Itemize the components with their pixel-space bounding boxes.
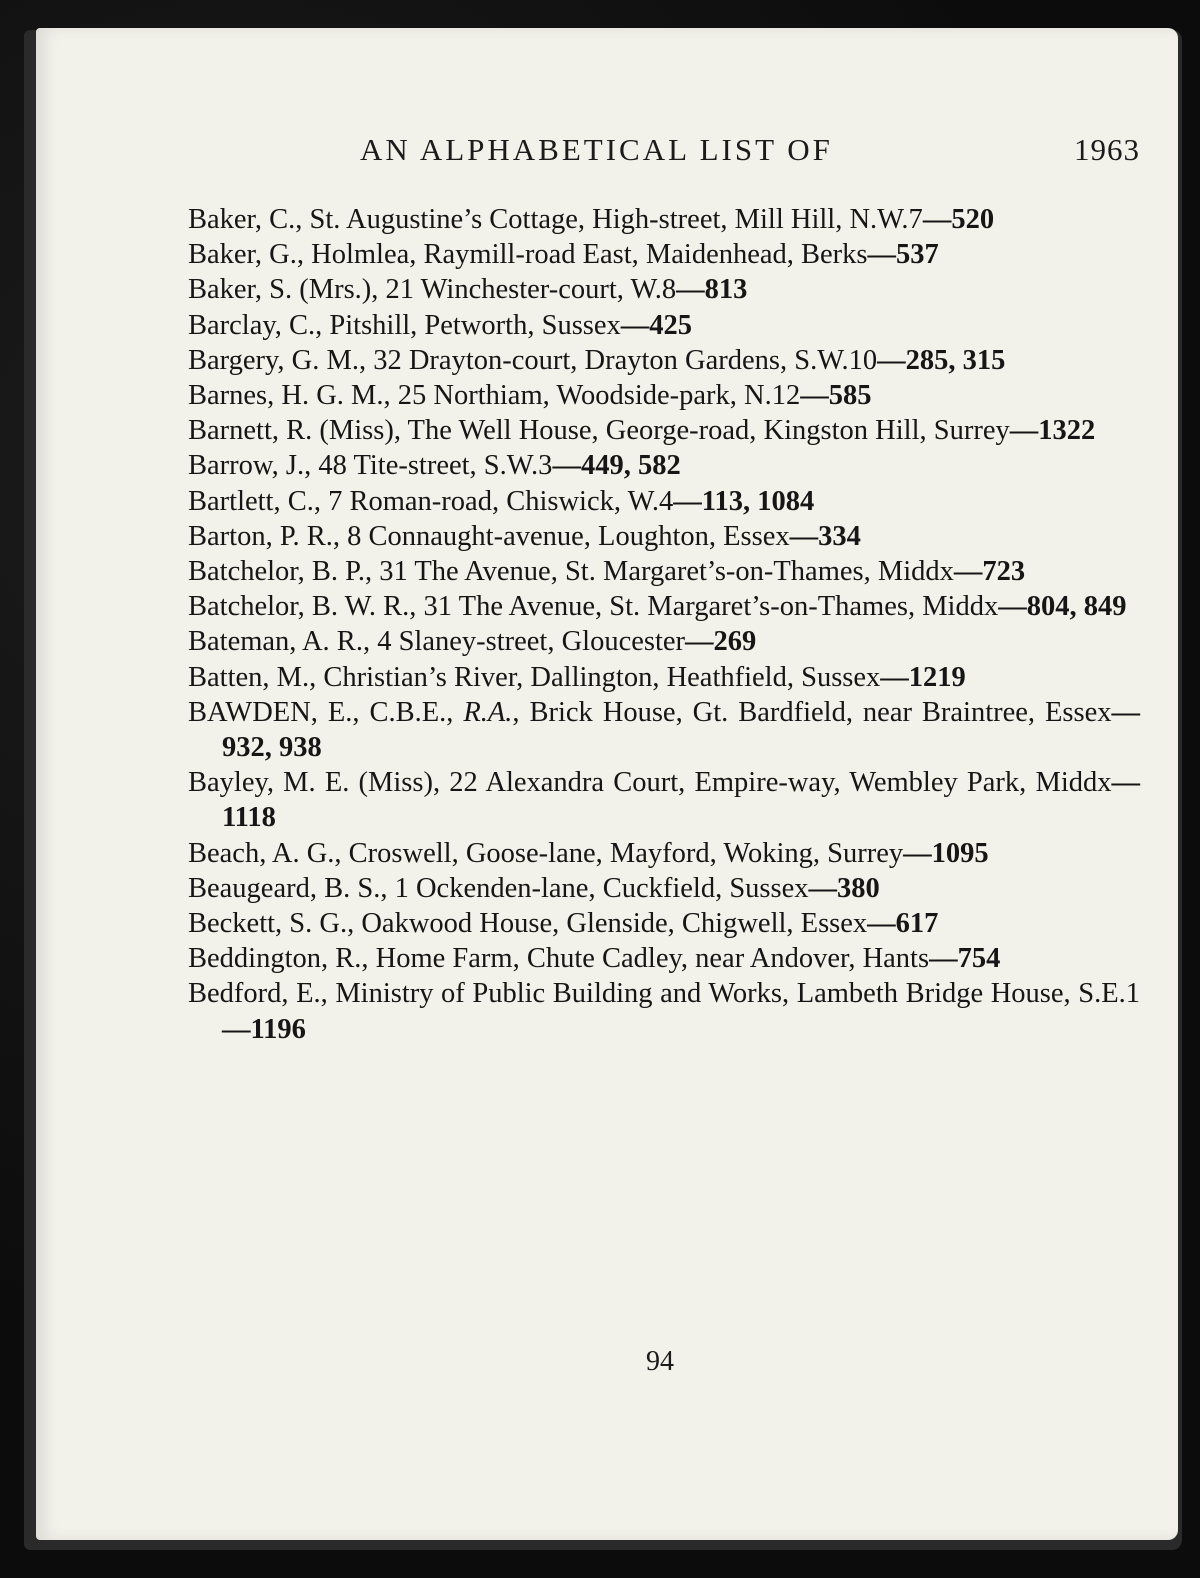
page-number: 94 xyxy=(646,1346,674,1377)
list-entry: Beach, A. G., Croswell, Goose-lane, Mayford, Woking, Surrey—1095 xyxy=(188,837,989,869)
list-entry: Baker, G., Holmlea, Raymill-road East, Maidenhead, Berks—537 xyxy=(188,239,939,271)
list-entry: Bartlett, C., 7 Roman-road, Chiswick, W.4—113, 1084 xyxy=(188,485,815,517)
list-entry: Baker, S. (Mrs.), 21 Winchester-court, W.8—813 xyxy=(188,274,748,306)
list-entry: Batten, M., Christian’s River, Dallington, Heathfield, Sussex—1219 xyxy=(188,661,966,693)
list-entry: Baker, C., St. Augustine’s Cottage, High-street, Mill Hill, N.W.7—520 xyxy=(188,204,995,235)
list-entry: Beddington, R., Home Farm, Chute Cadley, near Andover, Hants—754 xyxy=(188,943,1001,975)
list-entry: Batchelor, B. P., 31 The Avenue, St. Margaret’s-on-Thames, Middx—723 xyxy=(188,556,1026,588)
list-entry: BAWDEN, E., C.B.E., R.A., Brick House, Gt. Bardfield, near Braintree, Essex—932, 938 xyxy=(188,696,1140,764)
header-year: 1963 xyxy=(1074,132,1140,167)
list-entry: Bateman, A. R., 4 Slaney-street, Gloucester—269 xyxy=(188,626,757,658)
list-entry: Barnes, H. G. M., 25 Northiam, Woodside-park, N.12—585 xyxy=(188,380,872,412)
list-entry: Bargery, G. M., 32 Drayton-court, Drayton Gardens, S.W.10—285, 315 xyxy=(188,344,1006,376)
list-entry: Barclay, C., Pitshill, Petworth, Sussex—425 xyxy=(188,309,693,341)
running-header xyxy=(360,132,1140,172)
list-entry: Beaugeard, B. S., 1 Ockenden-lane, Cuckfield, Sussex—380 xyxy=(188,872,880,904)
list-entry: Barnett, R. (Miss), The Well House, George-road, Kingston Hill, Surrey—1322 xyxy=(188,415,1096,447)
list-entry: Barrow, J., 48 Tite-street, S.W.3—449, 582 xyxy=(188,450,681,482)
entry-list xyxy=(188,202,1140,1047)
list-entry: Beckett, S. G., Oakwood House, Glenside, Chigwell, Essex—617 xyxy=(188,908,939,940)
header-title: AN ALPHABETICAL LIST OF xyxy=(360,132,833,167)
list-entry: Batchelor, B. W. R., 31 The Avenue, St. Margaret’s-on-Thames, Middx—804, 849 xyxy=(188,591,1127,623)
list-entry: Bedford, E., Ministry of Public Building and Works, Lambeth Bridge House, S.E.1—1196 xyxy=(188,978,1140,1045)
list-entry: Barton, P. R., 8 Connaught-avenue, Loughton, Essex—334 xyxy=(188,520,861,552)
list-entry: Bayley, M. E. (Miss), 22 Alexandra Court, Empire-way, Wembley Park, Middx—1118 xyxy=(188,767,1140,834)
